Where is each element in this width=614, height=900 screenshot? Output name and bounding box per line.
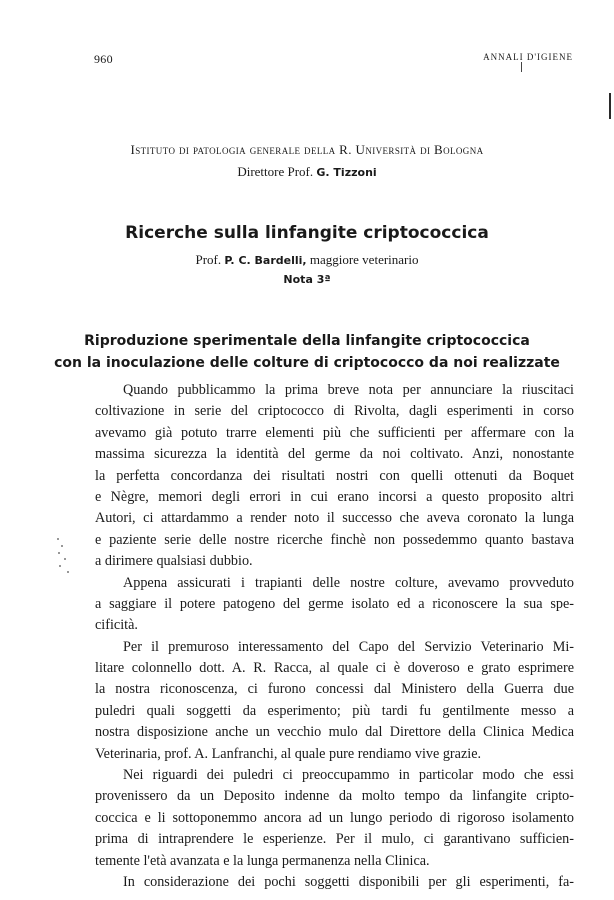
body-line: provenissero da un Deposito indenne da molto tempo da linfangite cripto- <box>95 788 574 805</box>
body-line: Per il premuroso interessamento del Capo del Servizio Veterinario Mi- <box>123 638 574 655</box>
page-number: 960 <box>94 52 113 66</box>
section-subtitle <box>0 330 614 374</box>
body-line: cificità. <box>95 617 138 634</box>
body-line: la nostra riconoscenza, ci furono concessi dal Ministero della Guerra due <box>95 681 574 698</box>
author-role: maggiore veterinario <box>309 252 419 267</box>
journal-title: ANNALI D'IGIENE <box>483 52 573 62</box>
body-line: la perfetta concordanza dei risultati nostri con quelli ottenuti da Boquet <box>95 467 574 484</box>
article-title: Ricerche sulla linfangite criptococcica <box>125 223 489 243</box>
body-line: litare colonnello dott. A. R. Racca, al quale ci è doveroso e grato esprimere <box>95 660 574 677</box>
scan-specks <box>55 538 75 578</box>
scan-edge-mark <box>609 93 611 119</box>
body-line: avevamo già potuto trarre elementi più che sufficienti per affermare con la <box>95 424 574 441</box>
running-head <box>94 52 573 66</box>
body-line: coltivazione in serie del criptococco di Rivolta, dagli esperimenti in corso <box>95 403 574 420</box>
body-line: Quando pubblicammo la prima breve nota per annunciare la riuscitaci <box>123 382 574 398</box>
director-line <box>0 164 614 180</box>
body-line: Veterinaria, prof. A. Lanfranchi, al quale pure rendiamo vive grazie. <box>95 745 482 762</box>
author-prefix: Prof. <box>195 252 222 267</box>
body-line: Autori, ci attardammo a render noto il successo che aveva coronato la lunga <box>95 510 574 527</box>
body-line: temente l'età avanzata e la lunga permanenza nella Clinica. <box>95 852 430 869</box>
body-line: Nei riguardi dei puledri ci preoccupammo in particolar modo che essi <box>123 767 574 784</box>
director-prefix: Direttore Prof. <box>237 164 314 179</box>
body-line: Appena assicurati i trapianti delle nostre colture, avevamo provveduto <box>123 574 574 591</box>
body-line: coccica e li sottoponemmo ancora ad un lungo periodo di rigoroso isolamento <box>95 809 574 826</box>
subtitle-line: Riproduzione sperimentale della linfangite criptococcica <box>84 333 530 349</box>
body-line: puledri quali soggetti da esperimento; più tardi fu gentilmente messo a <box>95 702 574 719</box>
note-number: Nota 3ª <box>283 273 331 286</box>
body-line: a saggiare il potere patogeno del germe isolato ed a riconoscere la sua spe- <box>95 595 574 612</box>
director-name: G. Tizzoni <box>316 166 377 179</box>
body-line: massima sicurezza la identità del germe da noi coltivato. Anzi, nonostante <box>95 446 574 463</box>
subtitle-line: con la inoculazione delle colture di criptococco da noi realizzate <box>54 355 560 371</box>
author-name: P. C. Bardelli, <box>224 254 307 267</box>
author-line <box>0 252 614 268</box>
body-text <box>95 380 574 893</box>
body-line: In considerazione dei pochi soggetti disponibili per gli esperimenti, fa- <box>123 873 574 890</box>
institute-line: Istituto di patologia generale della R. Università di Bologna <box>130 142 484 157</box>
body-line: nostra disposizione anche un vecchio mulo dal Direttore della Clinica Medica <box>95 724 574 741</box>
body-line: e Nègre, memori degli errori in cui erano incorsi a questo proposito altri <box>95 488 574 505</box>
body-line: a dirimere qualsiasi dubbio. <box>95 553 253 570</box>
body-line: prima di intraprendere le esperienze. Per il mulo, ci garantivano sufficien- <box>95 831 574 848</box>
body-line: e paziente serie delle nostre ricerche finchè non possedemmo quanto bastava <box>95 531 574 548</box>
